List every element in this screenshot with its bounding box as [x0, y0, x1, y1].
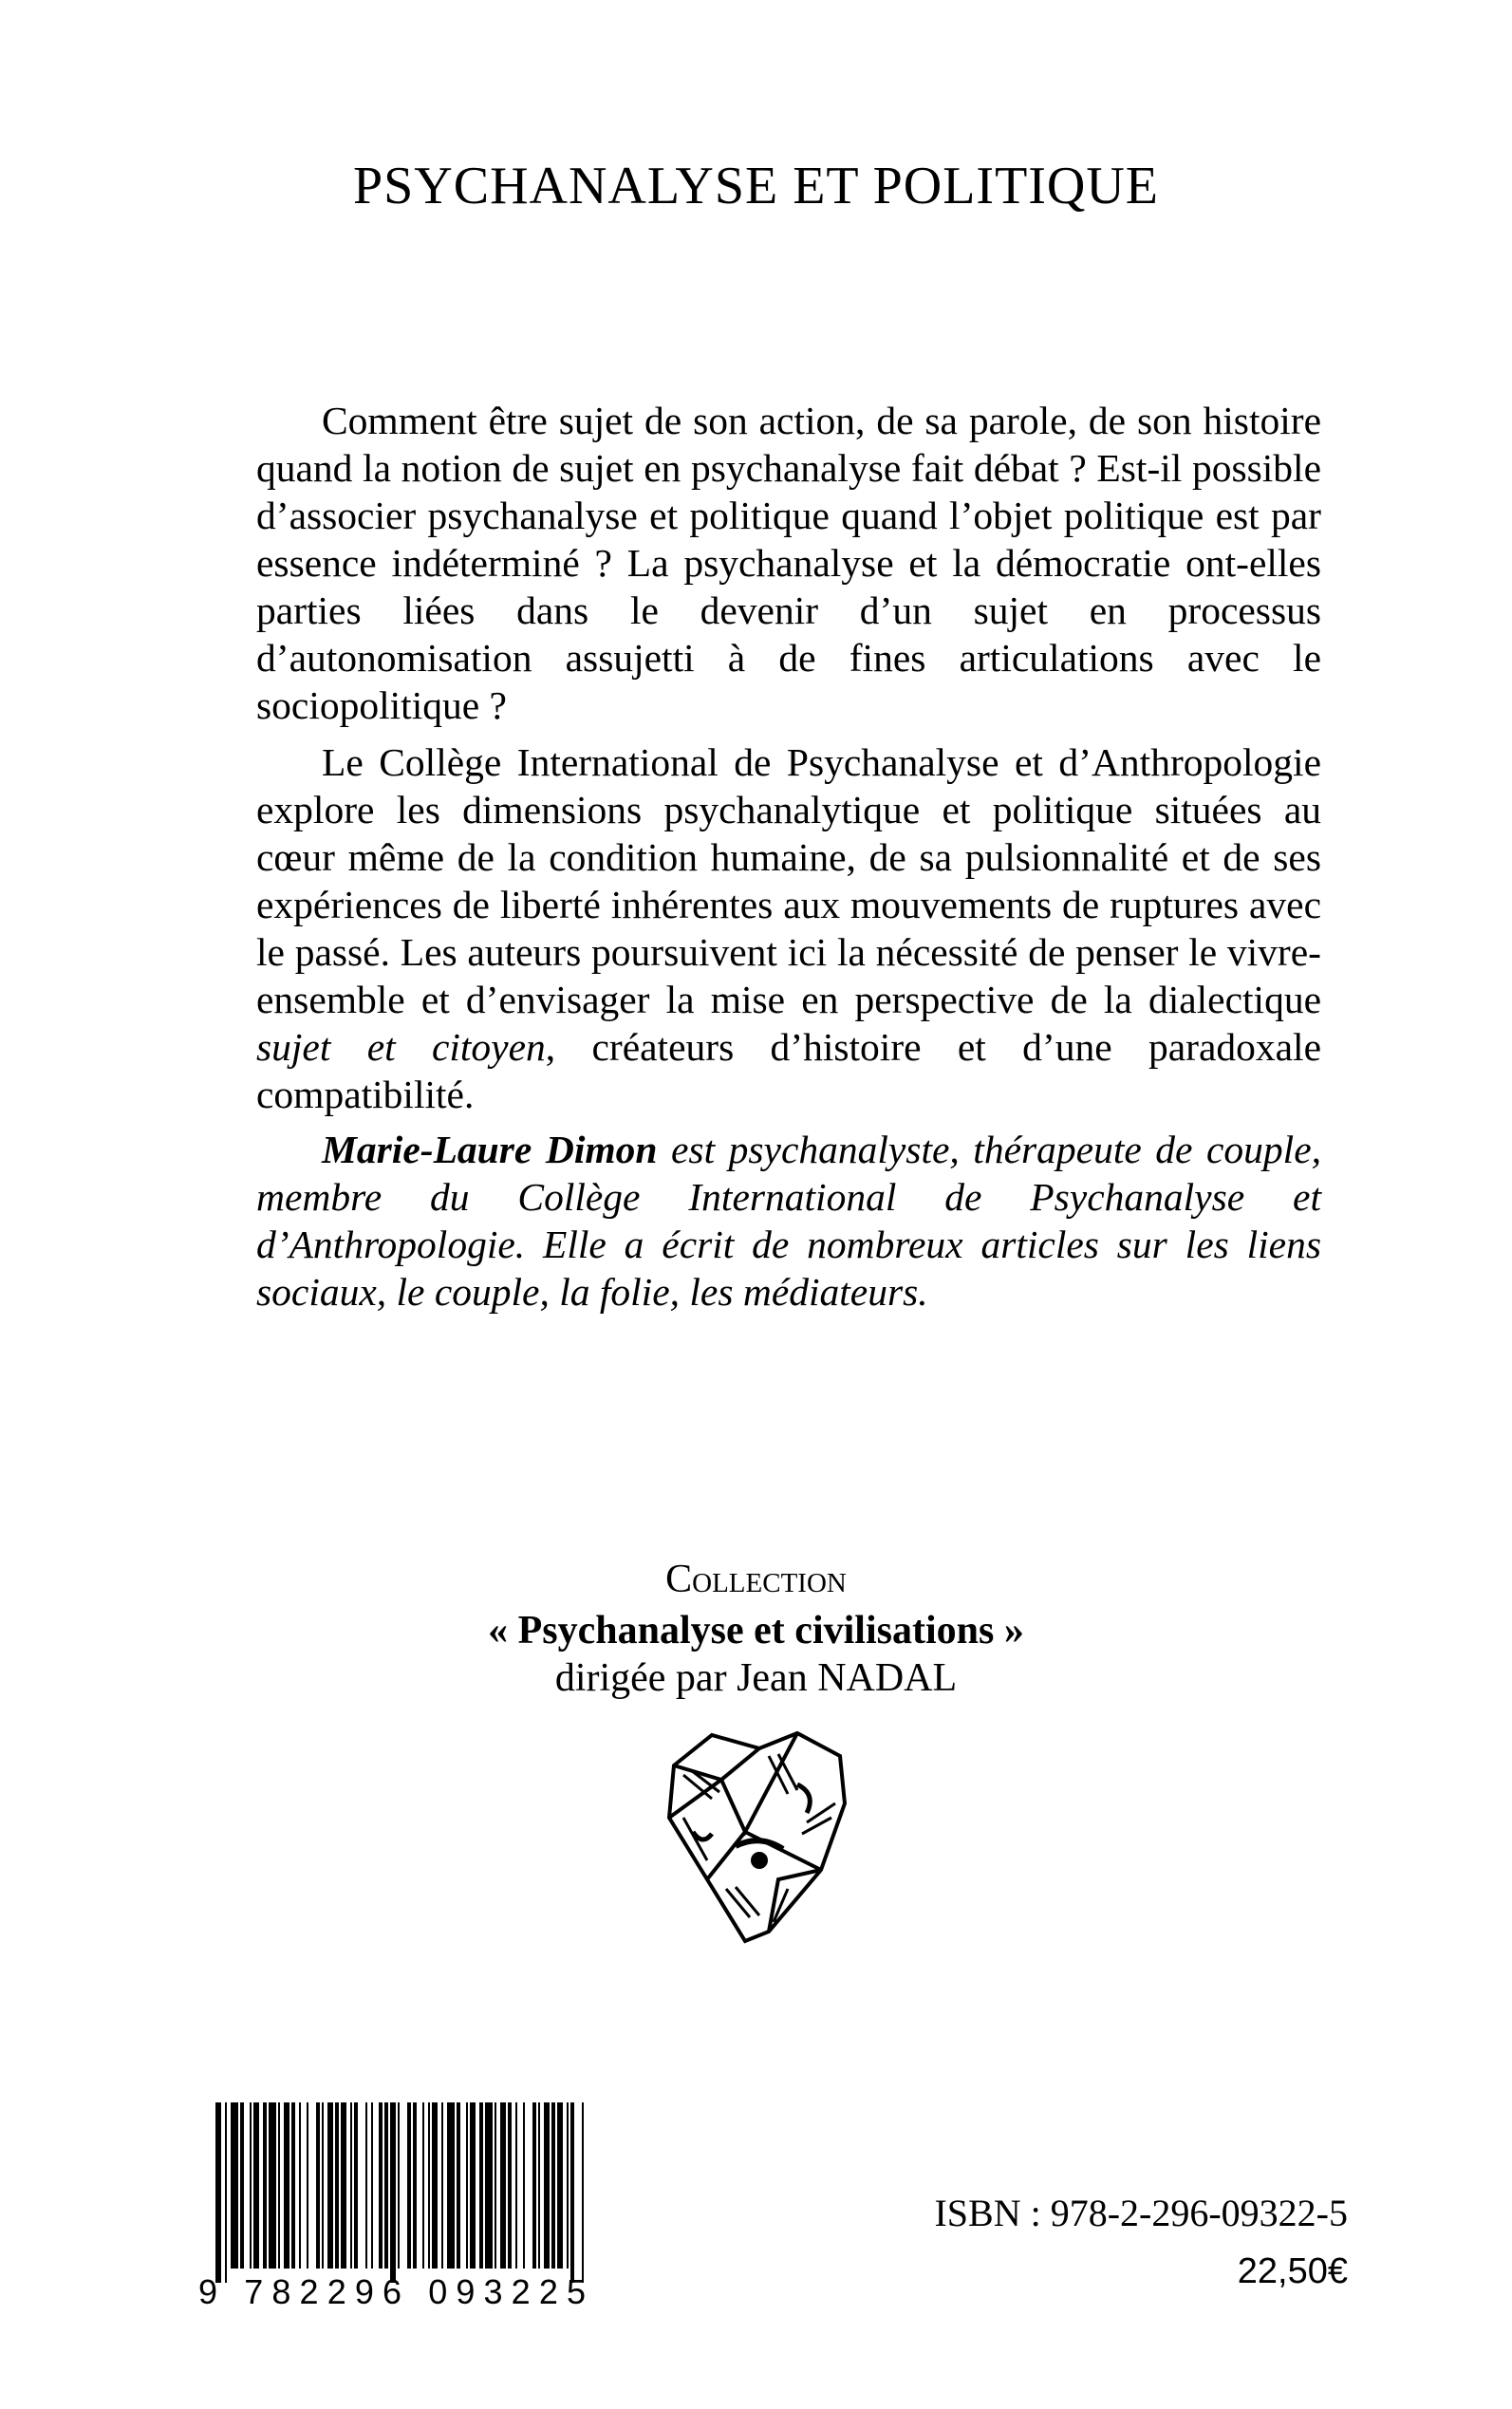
collection-label: Collection: [665, 1558, 847, 1601]
author-bio: [256, 1126, 1321, 1316]
summary-text-2a: Le Collège International de Psychanalyse et d’Anthropologie explore les dimensions psychanalytique et politique situées au cœur même de la condition humaine, de sa pulsionnalité et de ses expériences de liberté inhérentes aux mouvements de ruptures avec le passé. Les auteurs poursuivent ici la nécessité de penser le vivre-ensemble et d’envisager la mise en perspective de la dialectique: [256, 740, 1321, 1021]
summary-text-1: Comment être sujet de son action, de sa parole, de son histoire quand la notion de sujet en psychanalyse fait débat ? Est-il possible d’associer psychanalyse et politique quand l’objet politique est par essence indéterminé ? La psychanalyse et la démocratie ont-elles parties liées dans le devenir d’un sujet en processus d’autonomisation assujetti à de fines articulations avec le sociopolitique ?: [256, 399, 1321, 727]
collection-director: dirigée par Jean NADAL: [554, 1656, 958, 1700]
price: 22,50€: [1237, 2251, 1348, 2291]
summary-paragraph-2: [256, 738, 1321, 1118]
barcode: [195, 2102, 588, 2311]
collection-name: « Psychanalyse et civilisations »: [488, 1609, 1024, 1653]
author-name: Marie-Laure Dimon: [322, 1128, 658, 1171]
isbn: ISBN : 978-2-296-09322-5: [934, 2192, 1348, 2234]
book-title: PSYCHANALYSE ET POLITIQUE: [352, 157, 1160, 215]
summary-text-2-italic: sujet et citoyen: [256, 1025, 546, 1069]
summary-paragraph-1: [256, 397, 1321, 729]
barcode-number: 9 782296 093225: [198, 2272, 586, 2311]
summary-text-2b: , créateurs d’histoire et d’une paradoxale compatibilité.: [256, 1025, 1321, 1116]
collection-logo-icon: [655, 1727, 854, 1946]
author-bio-text: est psychanalyste, thérapeute de couple, membre du Collège International de Psychanalyse et d’Anthropologie. Elle a écrit de nombreux articles sur les liens sociaux, le couple, la folie, les médiateurs.: [256, 1128, 1321, 1314]
